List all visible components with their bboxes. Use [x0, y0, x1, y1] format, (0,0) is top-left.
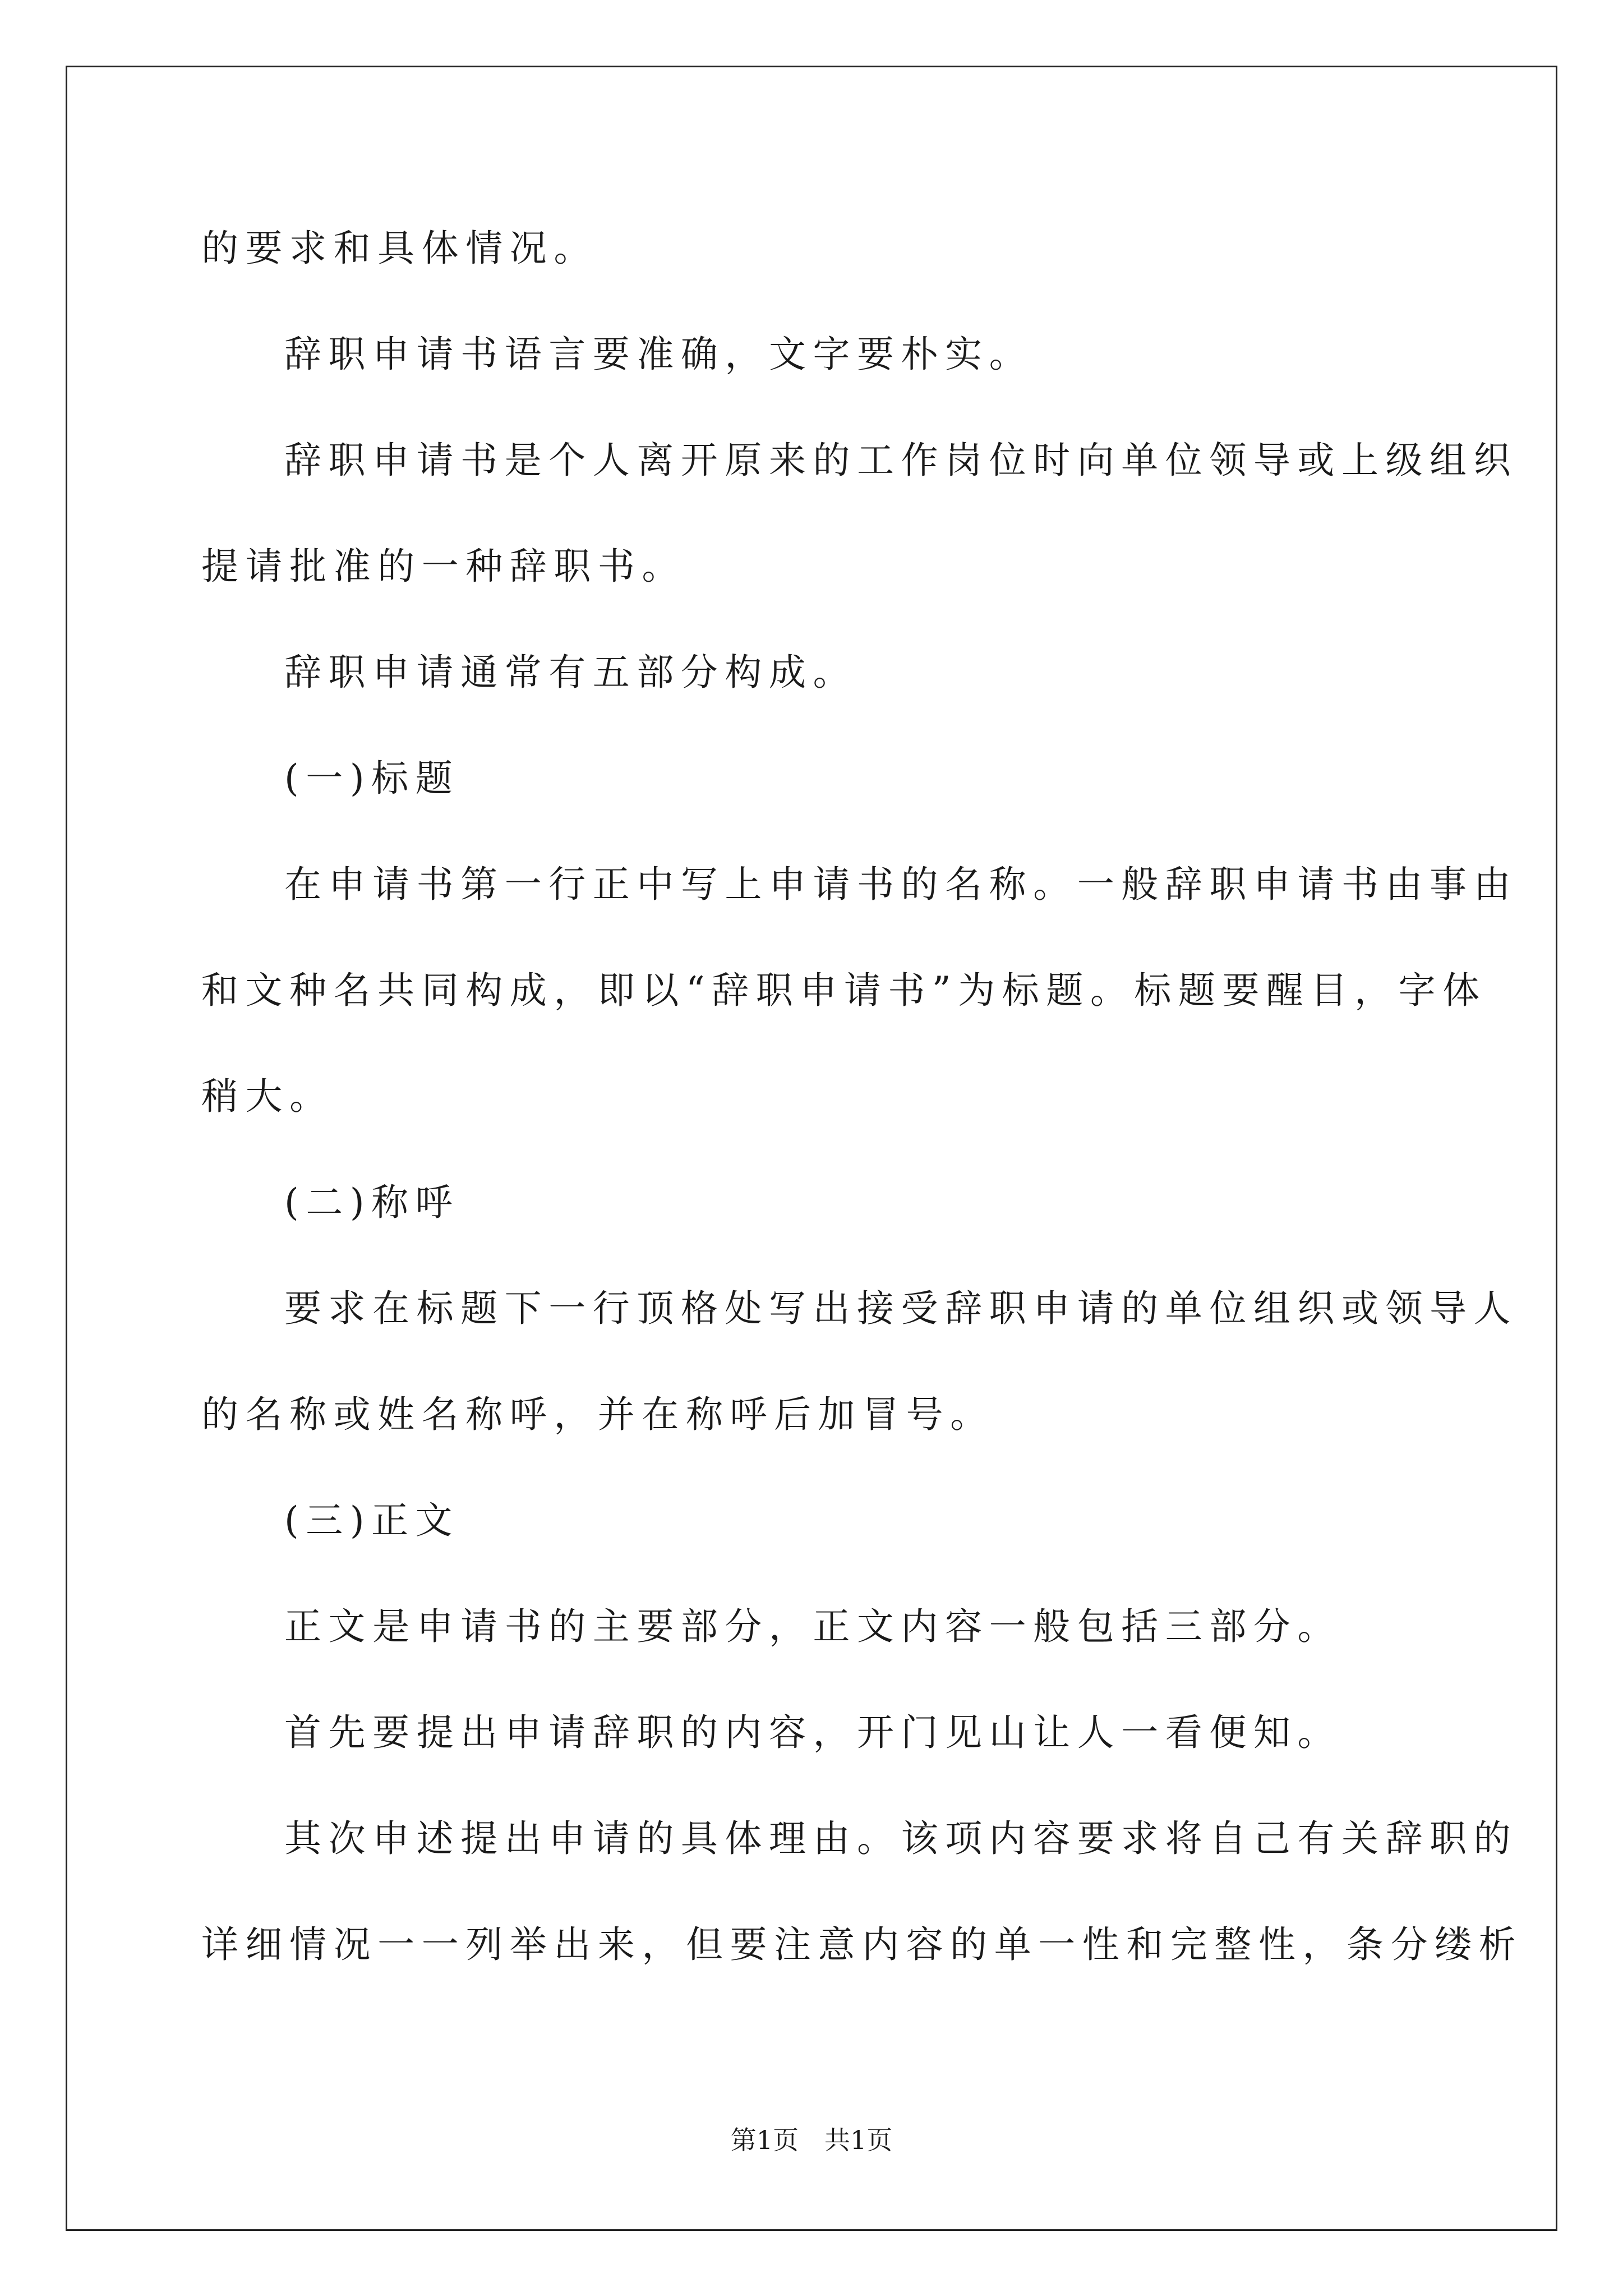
paragraph-1-line-1: 的要求和具体情况。 [201, 227, 598, 270]
section-heading-salutation: (二)称呼 [284, 1181, 460, 1224]
paragraph-10-line-1: 正文是申请书的主要部分，正文内容一般包括三部分。 [284, 1605, 1341, 1648]
paragraph-2-line-1: 辞职申请书语言要准确，文字要朴实。 [284, 333, 1034, 376]
page-footer [0, 2126, 1623, 2154]
paragraph-8-line-2: 的名称或姓名称呼，并在称呼后加冒号。 [201, 1393, 994, 1436]
paragraph-12-line-1: 其次申述提出申请的具体理由。该项内容要求将自己有关辞职的 [284, 1817, 1518, 1860]
paragraph-4-line-1: 辞职申请通常有五部分构成。 [284, 651, 857, 694]
section-heading-body: (三)正文 [284, 1499, 460, 1542]
page-number: 第1页 共1页 [730, 2125, 893, 2155]
paragraph-6-line-1: 在申请书第一行正中写上申请书的名称。一般辞职申请书由事由 [284, 863, 1518, 906]
paragraph-3-line-2: 提请批准的一种辞职书。 [201, 545, 686, 588]
section-heading-title: (一)标题 [284, 757, 460, 800]
paragraph-6-line-3: 稍大。 [201, 1075, 334, 1118]
paragraph-12-line-2: 详细情况一一列举出来，但要注意内容的单一性和完整性，条分缕析 [201, 1923, 1523, 1966]
paragraph-11-line-1: 首先要提出申请辞职的内容，开门见山让人一看便知。 [284, 1711, 1341, 1754]
paragraph-3-line-1: 辞职申请书是个人离开原来的工作岗位时向单位领导或上级组织 [284, 439, 1518, 482]
paragraph-8-line-1: 要求在标题下一行顶格处写出接受辞职申请的单位组织或领导人 [284, 1287, 1518, 1330]
paragraph-6-line-2: 和文种名共同构成，即以“辞职申请书”为标题。标题要醒目，字体 [201, 969, 1487, 1012]
page-border [66, 66, 1557, 2231]
